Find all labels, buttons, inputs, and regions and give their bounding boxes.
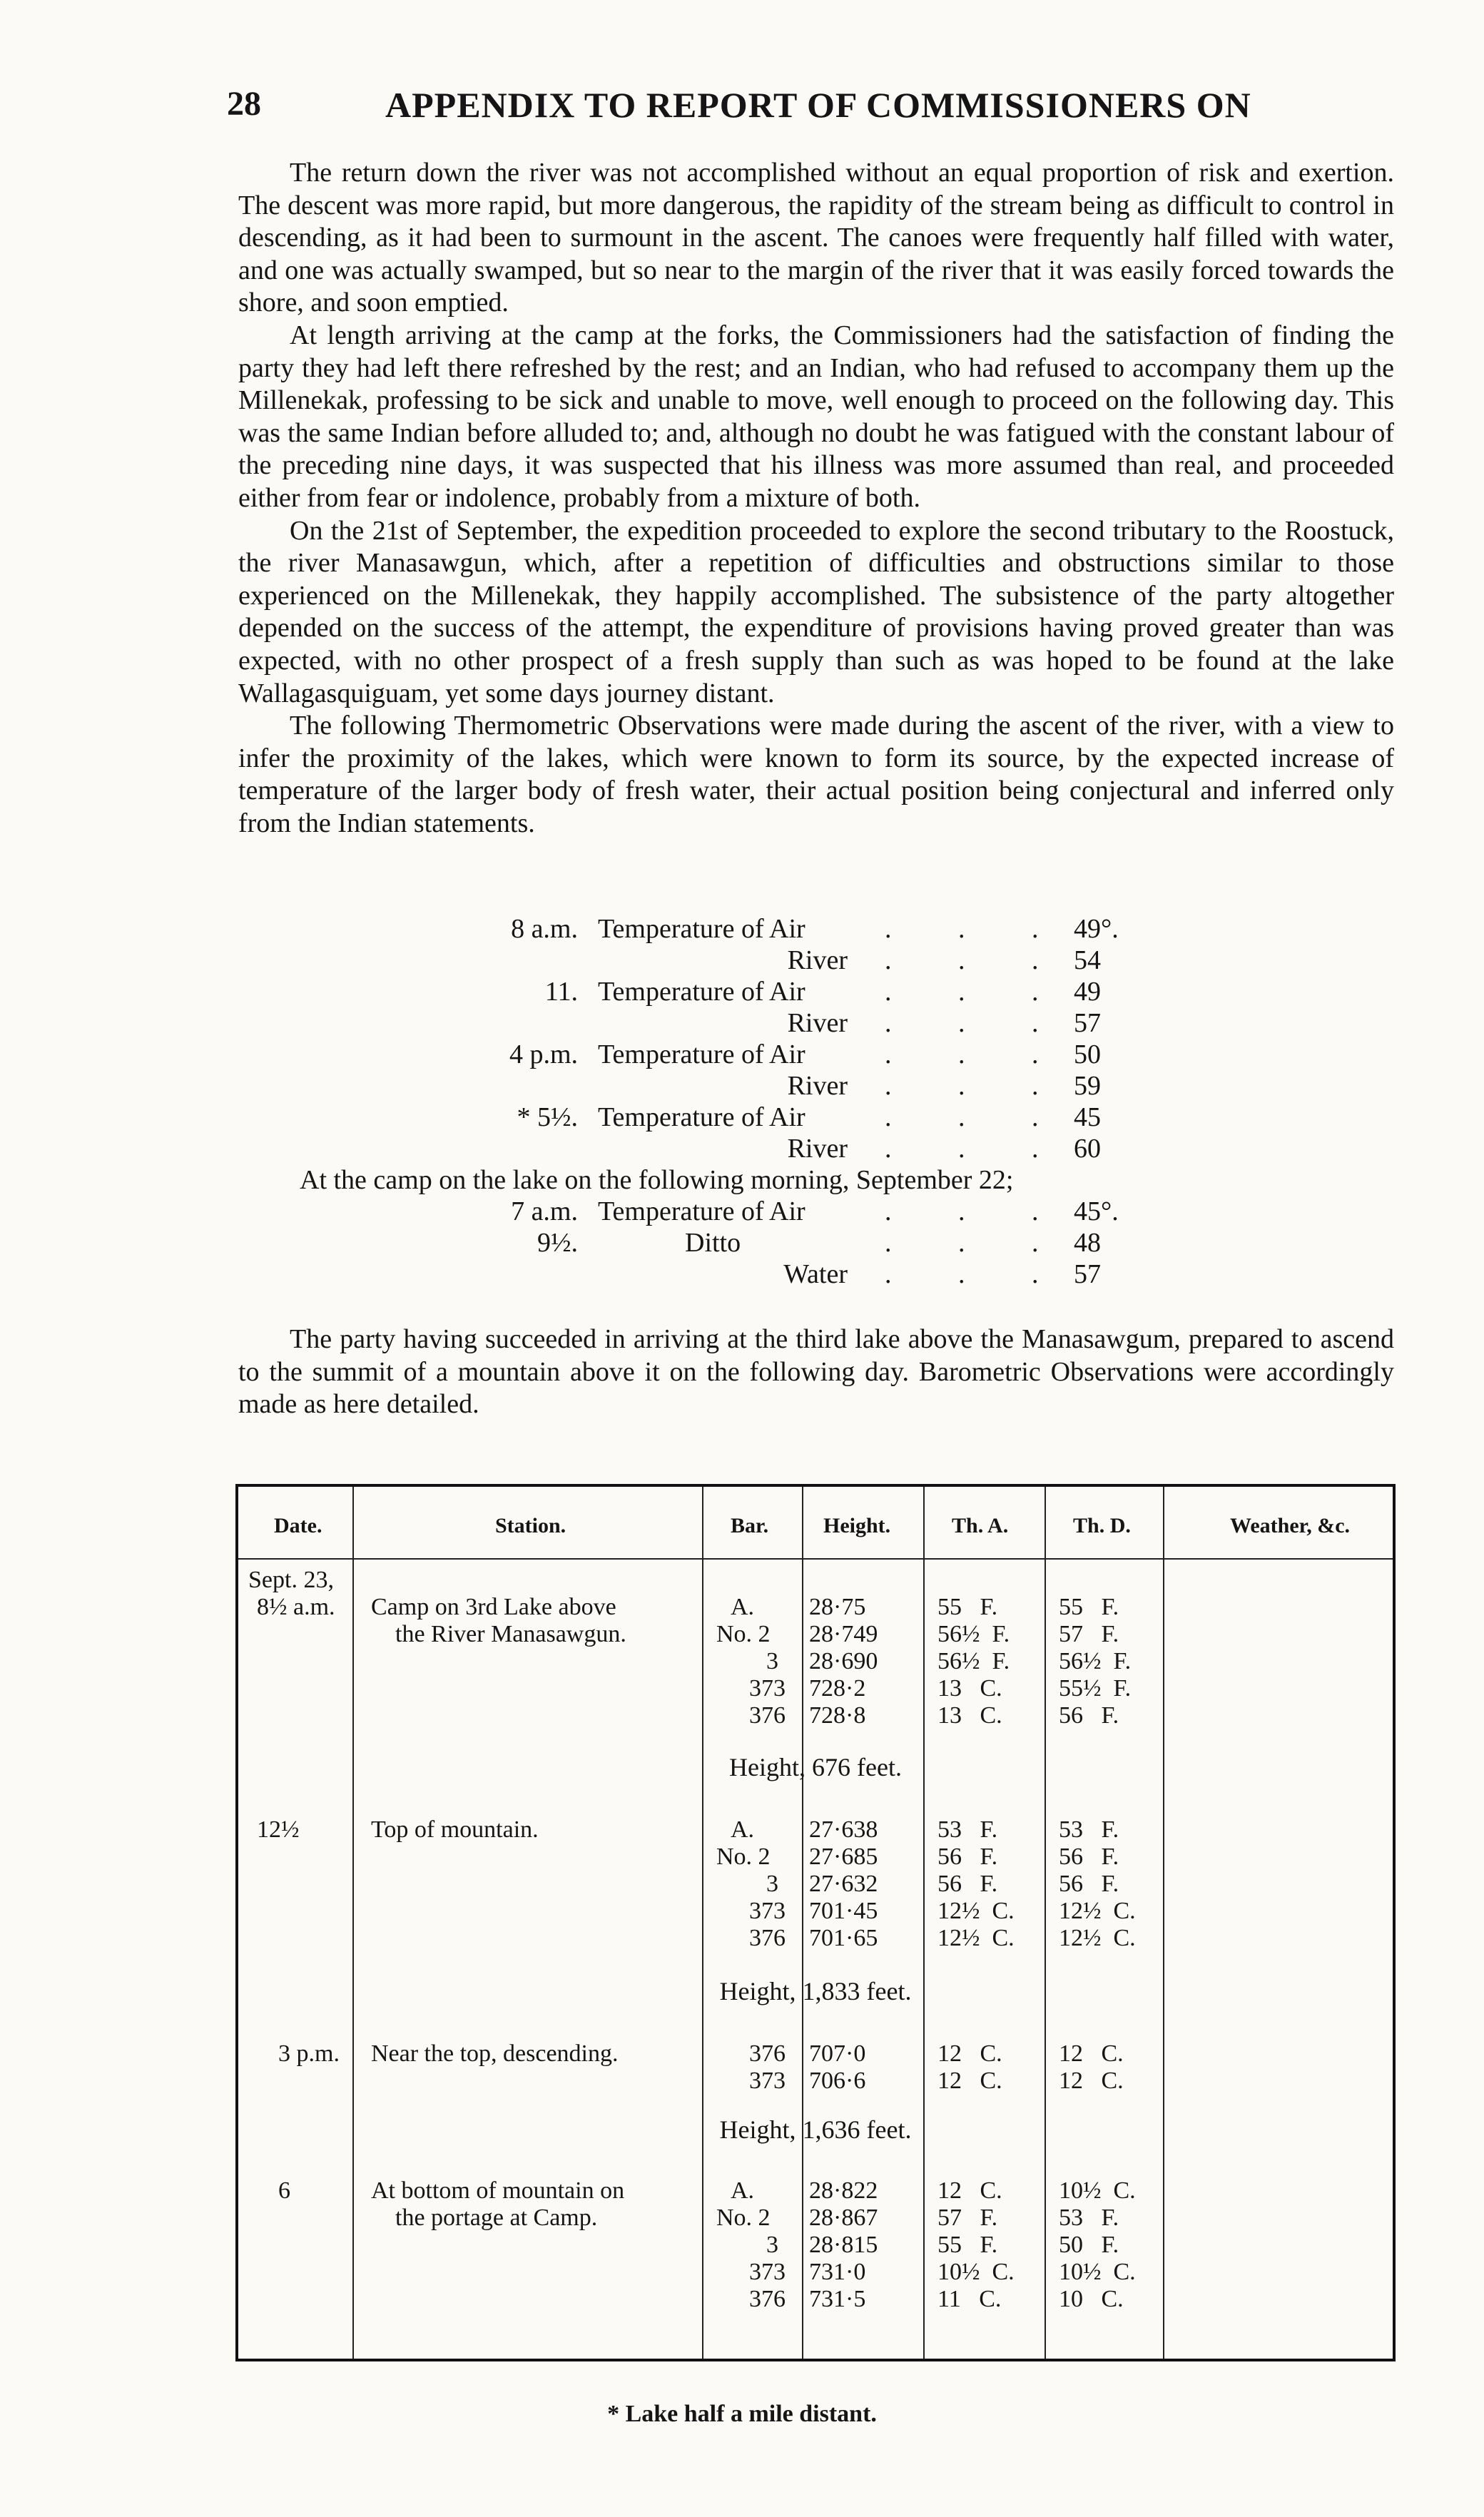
table-divider bbox=[352, 1487, 354, 2359]
station-cell: At bottom of mountain on bbox=[371, 2177, 625, 2204]
col-header-weather: Weather, &c. bbox=[1230, 1514, 1351, 1537]
col-header-tha: Th. A. bbox=[952, 1514, 1009, 1537]
page-header bbox=[227, 84, 1368, 141]
thermo-label: Temperature of Air bbox=[598, 1039, 805, 1069]
barometric-intro bbox=[238, 1323, 1394, 1421]
thd-cell: 12 C. bbox=[1059, 2040, 1124, 2067]
tha-cell: 13 C. bbox=[937, 1675, 1002, 1702]
thermo-row bbox=[0, 1258, 1484, 1290]
station-cell: Near the top, descending. bbox=[371, 2040, 619, 2067]
height-summary: Height, 1,636 feet. bbox=[719, 2115, 912, 2144]
height-cell: 28·749 bbox=[809, 1621, 878, 1647]
thd-cell: 55½ F. bbox=[1059, 1675, 1132, 1702]
paragraph: The party having succeeded in arriving at the third lake above the Manasawgum, prepared to ascend to the summit of a mountain above it on the following day. Barometric Observations were accordingly made as here detailed. bbox=[238, 1324, 1394, 1420]
thd-cell: 56½ F. bbox=[1059, 1648, 1132, 1674]
height-cell: 28·75 bbox=[809, 1594, 866, 1620]
table-divider bbox=[702, 1487, 703, 2359]
thd-cell: 56 F. bbox=[1059, 1844, 1119, 1870]
tha-cell: 56½ F. bbox=[937, 1621, 1010, 1647]
bar-cell: 373 bbox=[749, 2259, 786, 2285]
bar-cell: 376 bbox=[749, 1925, 786, 1951]
bar-cell: 3 bbox=[766, 1648, 778, 1674]
thermo-row bbox=[0, 1102, 1484, 1133]
thd-cell: 57 F. bbox=[1059, 1621, 1119, 1647]
thermo-row bbox=[0, 1133, 1484, 1164]
tha-cell: 12½ C. bbox=[937, 1925, 1015, 1951]
thermo-label: River bbox=[787, 945, 848, 975]
station-cell: the River Manasawgun. bbox=[395, 1621, 626, 1647]
thd-cell: 56 F. bbox=[1059, 1702, 1119, 1729]
thermo-row bbox=[0, 1227, 1484, 1258]
tha-cell: 12½ C. bbox=[937, 1898, 1015, 1924]
footnote: * Lake half a mile distant. bbox=[607, 2401, 877, 2427]
thermo-value: 48 bbox=[1074, 1228, 1101, 1258]
page-number: 28 bbox=[227, 85, 261, 123]
height-cell: 27·632 bbox=[809, 1871, 878, 1897]
thermo-label: Temperature of Air bbox=[598, 977, 805, 1007]
station-cell: the portage at Camp. bbox=[395, 2205, 598, 2231]
thermo-label: River bbox=[787, 1071, 848, 1101]
date-cell: 8½ a.m. bbox=[257, 1594, 335, 1620]
tha-cell: 11 C. bbox=[937, 2286, 1002, 2312]
height-cell: 707·0 bbox=[809, 2040, 866, 2067]
body-text bbox=[238, 157, 1394, 840]
bar-cell: A. bbox=[731, 1594, 755, 1620]
col-header-height: Height. bbox=[823, 1514, 891, 1537]
thermo-time: * 5½. bbox=[517, 1102, 578, 1132]
col-header-bar: Bar. bbox=[731, 1514, 769, 1537]
paragraph: The return down the river was not accomplished without an equal proportion of risk and exertion. The descent was more rapid, but more dangerous, the rapidity of the stream being as difficult to control in descending, as it had been to surmount in the ascent. The canoes were frequently half filled with water, and one was actually swamped, but so near to the margin of the river that it was easily forced towards the shore, and soon emptied. bbox=[238, 158, 1394, 318]
bar-cell: 373 bbox=[749, 1675, 786, 1702]
tha-cell: 12 C. bbox=[937, 2040, 1002, 2067]
table-divider bbox=[1045, 1487, 1046, 2359]
height-cell: 701·45 bbox=[809, 1898, 878, 1924]
bar-cell: 376 bbox=[749, 2286, 786, 2312]
thermo-value: 59 bbox=[1074, 1071, 1101, 1101]
height-cell: 706·6 bbox=[809, 2068, 866, 2094]
thermo-time: 7 a.m. bbox=[511, 1196, 578, 1226]
table-divider bbox=[923, 1487, 925, 2359]
thermo-time: 4 p.m. bbox=[509, 1039, 578, 1069]
thermo-value: 57 bbox=[1074, 1259, 1101, 1289]
thd-cell: 53 F. bbox=[1059, 2205, 1119, 2231]
table-divider bbox=[238, 1558, 1393, 1560]
paragraph: The following Thermometric Observations were made during the ascent of the river, with a view to infer the proximity of the lakes, which were known to form its source, by the expected increase of temperature of the larger body of fresh water, their actual position being conjectural and inferred only from the Indian statements. bbox=[238, 711, 1394, 838]
thd-cell: 55 F. bbox=[1059, 1594, 1119, 1620]
height-cell: 28·815 bbox=[809, 2232, 878, 2258]
thd-cell: 56 F. bbox=[1059, 1871, 1119, 1897]
thermo-row bbox=[0, 1039, 1484, 1070]
height-cell: 28·690 bbox=[809, 1648, 878, 1674]
thd-cell: 10½ C. bbox=[1059, 2259, 1136, 2285]
thd-cell: 12½ C. bbox=[1059, 1925, 1136, 1951]
running-title: APPENDIX TO REPORT OF COMMISSIONERS ON bbox=[385, 85, 1251, 125]
thermo-label: River bbox=[787, 1134, 848, 1164]
tha-cell: 56 F. bbox=[937, 1844, 998, 1870]
bar-cell: No. 2 bbox=[716, 1844, 771, 1870]
thd-cell: 53 F. bbox=[1059, 1816, 1119, 1843]
thd-cell: 10½ C. bbox=[1059, 2177, 1136, 2204]
thermo-value: 45°. bbox=[1074, 1196, 1119, 1226]
thermo-row bbox=[0, 1007, 1484, 1039]
thermo-value: 49°. bbox=[1074, 914, 1119, 944]
bar-cell: 376 bbox=[749, 2040, 786, 2067]
col-header-thd: Th. D. bbox=[1073, 1514, 1131, 1537]
date-cell: 12½ bbox=[257, 1816, 300, 1843]
bar-cell: 3 bbox=[766, 2232, 778, 2258]
bar-cell: No. 2 bbox=[716, 2205, 771, 2231]
leader-dots: . . . bbox=[885, 1259, 1069, 1289]
table-divider bbox=[1163, 1487, 1164, 2359]
leader-dots: . . . bbox=[885, 914, 1069, 944]
thd-cell: 50 F. bbox=[1059, 2232, 1119, 2258]
leader-dots: . . . bbox=[885, 977, 1069, 1007]
col-header-date: Date. bbox=[274, 1514, 322, 1537]
thermo-camp-line bbox=[0, 1164, 1484, 1196]
height-cell: 731·0 bbox=[809, 2259, 866, 2285]
paragraph: On the 21st of September, the expedition proceeded to explore the second tributary to the Roostuck, the river Manasawgun, which, after a repetition of difficulties and obstructions similar to those experienced on the Millenekak, they happily accomplished. The subsistence of the party altogether depended on the success of the attempt, the expenditure of provisions having proved greater than was expected, with no other prospect of a fresh supply than such as was hoped to be found at the lake Wallagasquiguam, yet some days journey distant. bbox=[238, 515, 1394, 708]
tha-cell: 10½ C. bbox=[937, 2259, 1015, 2285]
thermo-time: 8 a.m. bbox=[511, 914, 578, 944]
leader-dots: . . . bbox=[885, 1228, 1069, 1258]
thermo-row bbox=[0, 913, 1484, 945]
thermo-row bbox=[0, 976, 1484, 1007]
leader-dots: . . . bbox=[885, 1039, 1069, 1069]
leader-dots: . . . bbox=[885, 1008, 1069, 1038]
thermo-row bbox=[0, 1196, 1484, 1227]
thermo-row bbox=[0, 945, 1484, 976]
barometric-table bbox=[235, 1484, 1396, 2361]
leader-dots: . . . bbox=[885, 1071, 1069, 1101]
bar-cell: 3 bbox=[766, 1871, 778, 1897]
station-cell: Top of mountain. bbox=[371, 1816, 539, 1843]
thermo-value: 49 bbox=[1074, 977, 1101, 1007]
tha-cell: 12 C. bbox=[937, 2177, 1002, 2204]
paragraph: At length arriving at the camp at the forks, the Commissioners had the satisfaction of finding the party they had left there refreshed by the rest; and an Indian, who had refused to accompany them up the Millenekak, professing to be sick and unable to move, well enough to proceed on the following day. This was the same Indian before alluded to; and, although no doubt he was fatigued with the constant labour of the preceding nine days, it was suspected that his illness was more assumed than real, and proceeded either from fear or indolence, probably from a mixture of both. bbox=[238, 320, 1394, 513]
tha-cell: 55 F. bbox=[937, 1594, 998, 1620]
height-summary: Height, 676 feet. bbox=[729, 1753, 902, 1781]
thermo-value: 60 bbox=[1074, 1134, 1101, 1164]
height-cell: 27·638 bbox=[809, 1816, 878, 1843]
bar-cell: 376 bbox=[749, 1702, 786, 1729]
thermo-label: River bbox=[787, 1008, 848, 1038]
tha-cell: 55 F. bbox=[937, 2232, 998, 2258]
height-summary: Height, 1,833 feet. bbox=[719, 1977, 912, 2005]
thermo-label: Ditto bbox=[685, 1228, 741, 1258]
bar-cell: A. bbox=[731, 2177, 755, 2204]
bar-cell: No. 2 bbox=[716, 1621, 771, 1647]
tha-cell: 13 C. bbox=[937, 1702, 1002, 1729]
bar-cell: A. bbox=[731, 1816, 755, 1843]
col-header-station: Station. bbox=[495, 1514, 566, 1537]
thermo-time: 11. bbox=[544, 977, 578, 1007]
height-cell: 28·822 bbox=[809, 2177, 878, 2204]
thermo-row bbox=[0, 1070, 1484, 1102]
thermo-value: 45 bbox=[1074, 1102, 1101, 1132]
table-divider bbox=[802, 1487, 803, 2359]
station-cell: Camp on 3rd Lake above bbox=[371, 1594, 616, 1620]
thermo-value: 57 bbox=[1074, 1008, 1101, 1038]
bar-cell: 373 bbox=[749, 2068, 786, 2094]
thermo-value: 50 bbox=[1074, 1039, 1101, 1069]
thermo-label: Temperature of Air bbox=[598, 1102, 805, 1132]
date-cell: 6 bbox=[278, 2177, 290, 2204]
tha-cell: 56½ F. bbox=[937, 1648, 1010, 1674]
thd-cell: 12 C. bbox=[1059, 2068, 1124, 2094]
date-cell: Sept. 23, bbox=[248, 1567, 334, 1593]
camp-line: At the camp on the lake on the following morning, September 22; bbox=[300, 1165, 1014, 1195]
tha-cell: 56 F. bbox=[937, 1871, 998, 1897]
height-cell: 27·685 bbox=[809, 1844, 878, 1870]
thd-cell: 10 C. bbox=[1059, 2286, 1124, 2312]
leader-dots: . . . bbox=[885, 1196, 1069, 1226]
thermo-label: Temperature of Air bbox=[598, 1196, 805, 1226]
bar-cell: 373 bbox=[749, 1898, 786, 1924]
tha-cell: 12 C. bbox=[937, 2068, 1002, 2094]
thermo-value: 54 bbox=[1074, 945, 1101, 975]
thermo-label: Water bbox=[783, 1259, 848, 1289]
thd-cell: 12½ C. bbox=[1059, 1898, 1136, 1924]
height-cell: 728·8 bbox=[809, 1702, 866, 1729]
height-cell: 701·65 bbox=[809, 1925, 878, 1951]
thermo-label: Temperature of Air bbox=[598, 914, 805, 944]
leader-dots: . . . bbox=[885, 1134, 1069, 1164]
height-cell: 731·5 bbox=[809, 2286, 866, 2312]
height-cell: 28·867 bbox=[809, 2205, 878, 2231]
height-cell: 728·2 bbox=[809, 1675, 866, 1702]
tha-cell: 53 F. bbox=[937, 1816, 998, 1843]
date-cell: 3 p.m. bbox=[278, 2040, 340, 2067]
thermo-time: 9½. bbox=[537, 1228, 578, 1258]
tha-cell: 57 F. bbox=[937, 2205, 998, 2231]
leader-dots: . . . bbox=[885, 945, 1069, 975]
leader-dots: . . . bbox=[885, 1102, 1069, 1132]
